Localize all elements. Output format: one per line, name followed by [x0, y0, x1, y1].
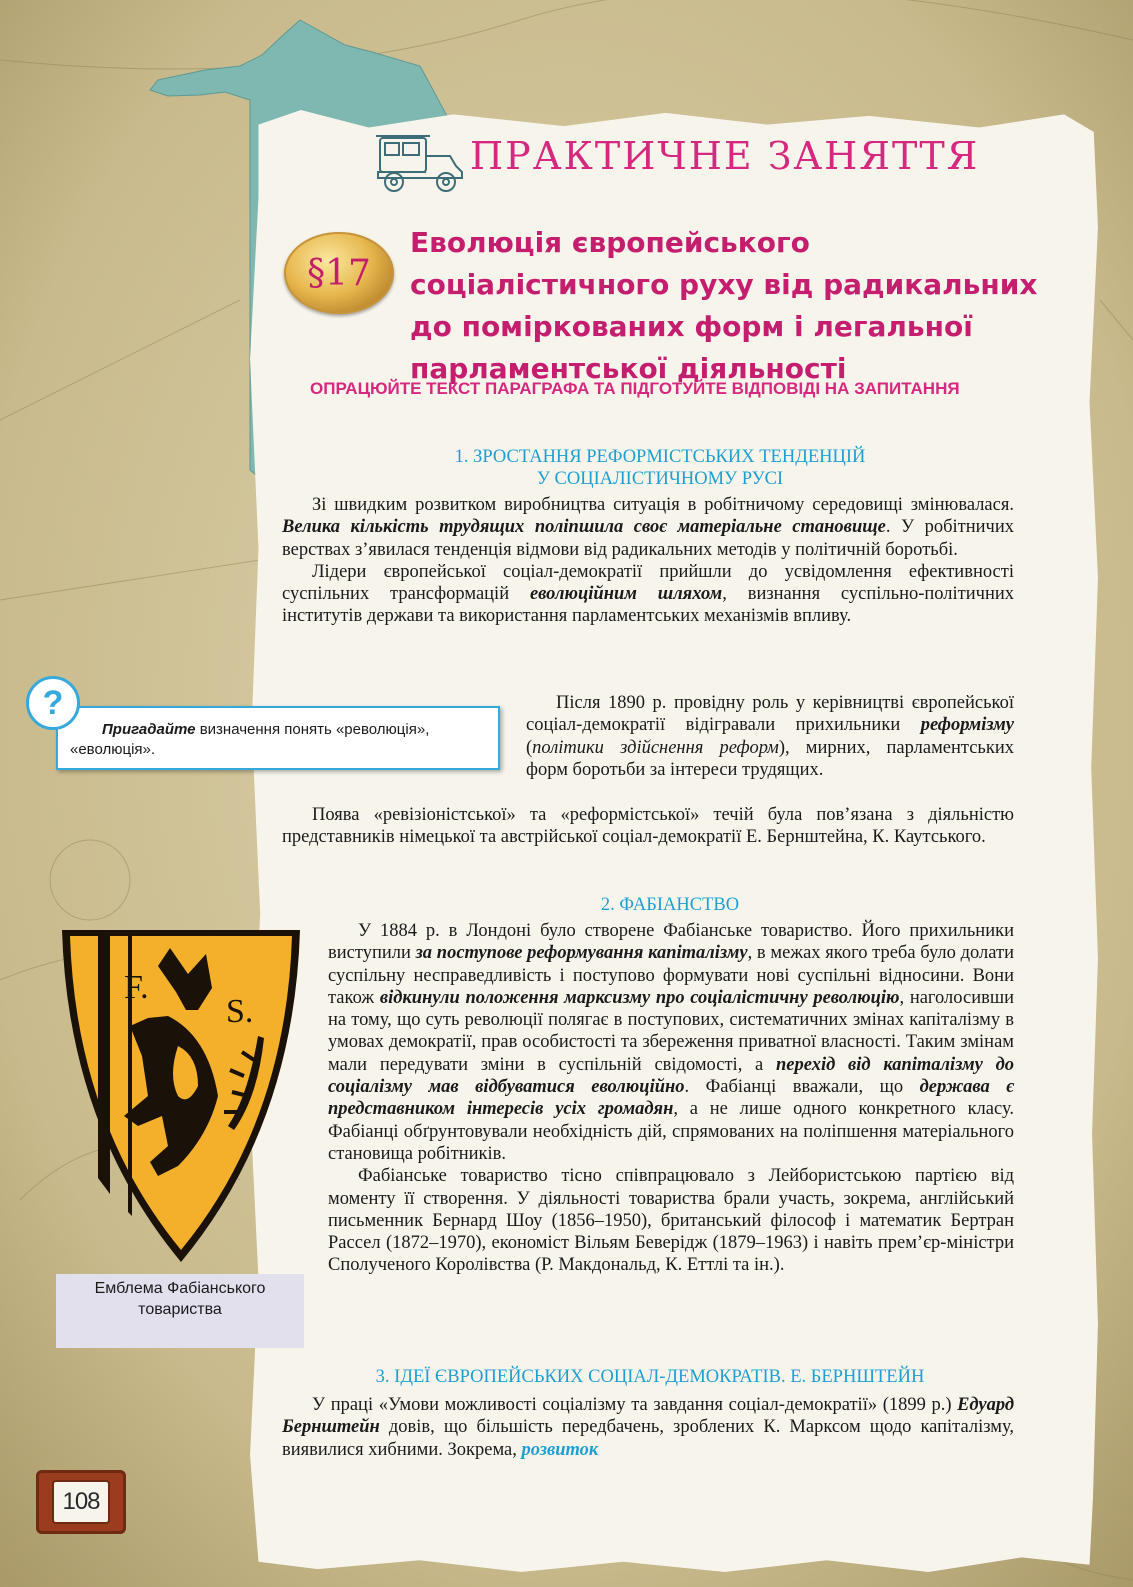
- text-run: довів, що більшість передбачень, зроблених К. Марксом щодо капіталізму, виявилися хибними. Зокрема,: [282, 1417, 1014, 1460]
- emphasis: еволюційним шляхом: [529, 584, 723, 605]
- text-run: (: [526, 737, 533, 758]
- section-3-paragraph-1: [282, 1394, 1014, 1461]
- text-run: Лідери європейської соціал-демократії прийшли до усвідомлення ефективності суспільних трансформацій: [282, 561, 1014, 605]
- emphasis: держава є представником інтересів усіх громадян: [328, 1077, 1014, 1120]
- emblem-caption: Емблема Фабіанського товариства: [56, 1274, 304, 1348]
- paragraph-number-badge: §17: [284, 232, 394, 314]
- emphasis: реформізму: [920, 715, 1014, 736]
- text-run: Зі швидким розвитком виробництва ситуація в робітничому середовищі змінювалася.: [312, 495, 1014, 515]
- emphasis: політики здійснення реформ: [532, 737, 779, 758]
- text-run: У 1884 р. в Лондоні було створене Фабіанське товариство. Його прихильники виступили: [328, 921, 1014, 964]
- vintage-car-icon: [372, 134, 468, 194]
- section-2-paragraph-1: [328, 920, 1014, 1165]
- emphasis: за поступове реформування капіталізму: [415, 943, 748, 964]
- emphasis: відкинули положення марксизму про соціалістичну революцію: [379, 987, 900, 1008]
- section-2-body: [328, 920, 1014, 1277]
- section-1-paragraph-3: [526, 692, 1014, 781]
- section-2-heading: 2. ФАБІАНСТВО: [600, 895, 740, 915]
- section-1-heading-line2: У СОЦІАЛІСТИЧНОМУ РУСІ: [536, 469, 784, 489]
- section-1-body-top: [282, 494, 1014, 628]
- section-1-paragraph-1: [282, 494, 1014, 561]
- text-run: , визнання суспільно-політичних інститутів держави та використання парламентських механізмів впливу.: [282, 584, 1014, 627]
- text-run: . У робітничих верствах з’явилася тенденція відмови від радикальних методів у політичній боротьбі.: [282, 517, 1014, 560]
- text-run: , а не лише одного конкретного класу. Фабіанці обґрунтовували необхідність дій, спрямованих на поліпшення матеріального становища робітників.: [328, 1099, 1014, 1164]
- section-1-paragraph-4: Поява «ревізіоністської» та «реформістської» течій була пов’язана з діяльністю представників німецької та австрійської соціал-демократії Е. Бернштейна, К. Каутського.: [282, 805, 1014, 848]
- recall-question-box: [56, 706, 500, 770]
- text-run: , в межах якого треба було долати суспільну несправедливість і поступово формувати нові суспільні відносини. Вони також: [328, 943, 1014, 1008]
- section-1-body-bottom: [282, 804, 1014, 849]
- section-3-heading: 3. ІДЕЇ ЄВРОПЕЙСЬКИХ СОЦІАЛ-ДЕМОКРАТІВ. Е. БЕРНШТЕЙН: [375, 1367, 925, 1387]
- text-run: , наголосивши на тому, що суть революції полягає в поступових, систематичних змінах капіталізму в умовах демократії, прав особистості та збереження приватної власності. Таким змінам мали передувати зміни в суспільній свідомості, а: [328, 987, 1014, 1075]
- section-1-paragraph-2: [282, 561, 1014, 628]
- highlight-term: розвиток: [521, 1439, 599, 1460]
- emphasis: Велика кількість трудящих поліпшила своє матеріальне становище: [282, 517, 886, 538]
- section-1-heading: [310, 446, 1010, 490]
- section-1-heading-line1: 1. ЗРОСТАННЯ РЕФОРМІСТСЬКИХ ТЕНДЕНЦІЙ: [454, 447, 866, 467]
- text-run: ), мирних, парламентських форм боротьби за інтереси трудящих.: [526, 737, 1014, 780]
- emblem-letter-right: S.: [226, 993, 254, 1030]
- section-2-paragraph-2: Фабіанське товариство тісно співпрацювало з Лейбористською партією від моменту її створення. У діяльності товариства брали участь, зокрема, англійський письменник Бернард Шоу (1856–1950), британський філософ і математик Бертран Рассел (1872–1970), економіст Вільям Беверідж (1879–1963) і навіть прем’єр-міністри Сполученого Королівства (Р. Макдональд, К. Еттлі та ін.).: [328, 1166, 1014, 1276]
- recall-keyword: Пригадайте: [102, 721, 196, 738]
- page-number-plate: [36, 1470, 126, 1534]
- section-3-body: [282, 1394, 1014, 1461]
- text-run: . Фабіанці вважали, що: [684, 1077, 920, 1098]
- text-run: У праці «Умови можливості соціалізму та завдання соціал-демократії» (1899 р.): [312, 1395, 958, 1415]
- task-instruction: ОПРАЦЮЙТЕ ТЕКСТ ПАРАГРАФА ТА ПІДГОТУЙТЕ ВІДПОВІДІ НА ЗАПИТАННЯ: [310, 379, 960, 398]
- emphasis: Едуард Бернштейн: [282, 1395, 1014, 1438]
- fabian-society-emblem: [58, 926, 304, 1266]
- recall-text: визначення понять «революція», «еволюція».: [70, 721, 430, 758]
- emblem-letter-left: F.: [124, 969, 149, 1006]
- question-mark-icon: ?: [26, 676, 80, 730]
- section-1-body-right: [526, 692, 1014, 781]
- paragraph-title: Еволюція європейського соціалістичного руху від радикальних до поміркованих форм і легальної парламентської діяльності: [410, 226, 1038, 385]
- page-number: 108: [52, 1480, 109, 1524]
- section-type-title: ПРАКТИЧНЕ ЗАНЯТТЯ: [470, 134, 980, 178]
- emphasis: перехід від капіталізму до соціалізму мав відбуватися еволюційно: [328, 1054, 1014, 1098]
- text-run: Після 1890 р. провідну роль у керівництві європейської соціал-демократії відігравали прихильники: [526, 693, 1014, 736]
